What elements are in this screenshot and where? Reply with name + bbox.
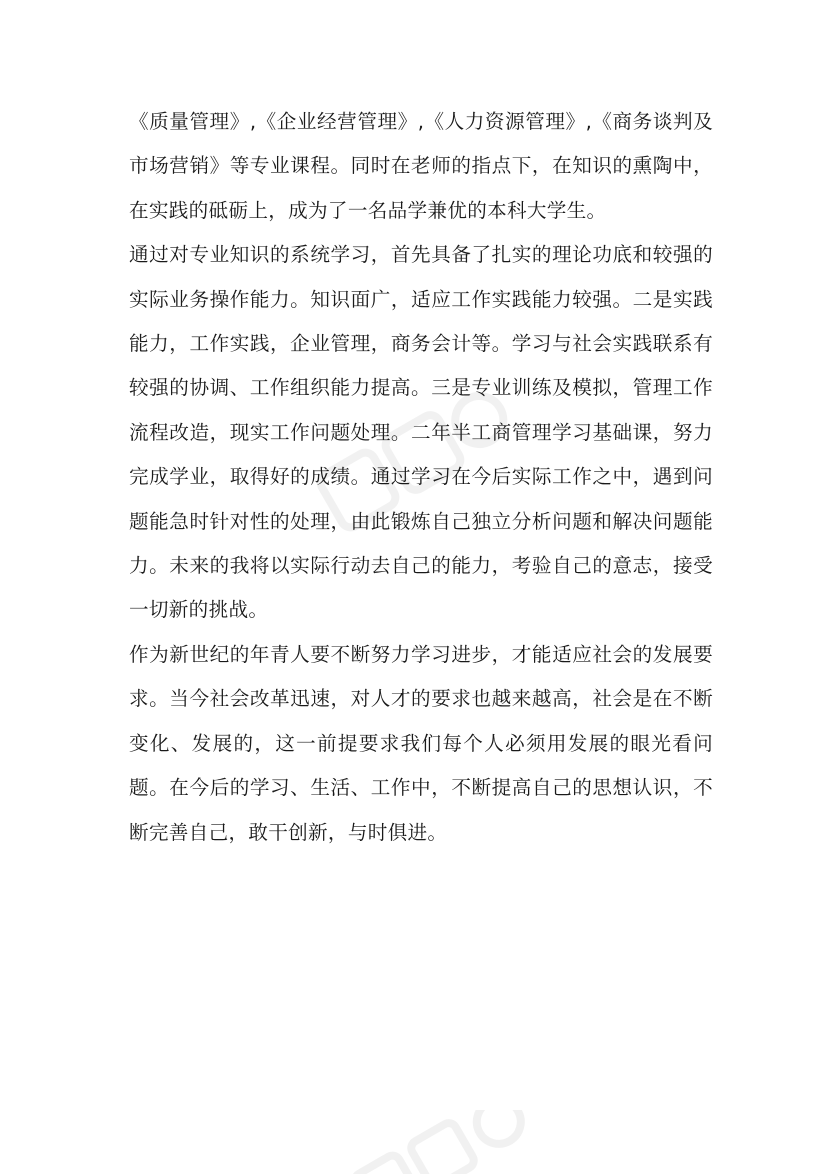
paragraph-courses: 《质量管理》,《企业经营管理》,《人力资源管理》,《商务谈判及市场营销》等专业课程。同时在老师的指点下，在知识的熏陶中，在实践的砥砺上，成为了一名品学兼优的本科大学生。 [129, 110, 713, 222]
paragraph-study-summary: 通过对专业知识的系统学习，首先具备了扎实的理论功底和较强的实际业务操作能力。知识面广，适应工作实践能力较强。二是实践能力，工作实践，企业管理，商务会计等。学习与社会实践联系有较强的协调、工作组织能力提高。三是专业训练及模拟，管理工作流程改造，现实工作问题处理。二年半工商管理学习基础课，努力完成学业，取得好的成绩。通过学习在今后实际工作之中，遇到问题能急时针对性的处理，由此锻炼自己独立分析问题和解决问题能力。未来的我将以实际行动去自己的能力，考验自己的意志，接受一切新的挑战。 [129, 243, 713, 622]
paragraph-outlook: 作为新世纪的年青人要不断努力学习进步，才能适应社会的发展要求。当今社会改革迅速，对人才的要求也越来越高，社会是在不断变化、发展的，这一前提要求我们每个人必须用发展的眼光看问题。在今后的学习、生活、工作中，不断提高自己的思想认识，不断完善自己，敢干创新，与时俱进。 [129, 642, 713, 844]
watermark-logo-bottom [330, 1110, 550, 1174]
document-body [129, 100, 713, 855]
